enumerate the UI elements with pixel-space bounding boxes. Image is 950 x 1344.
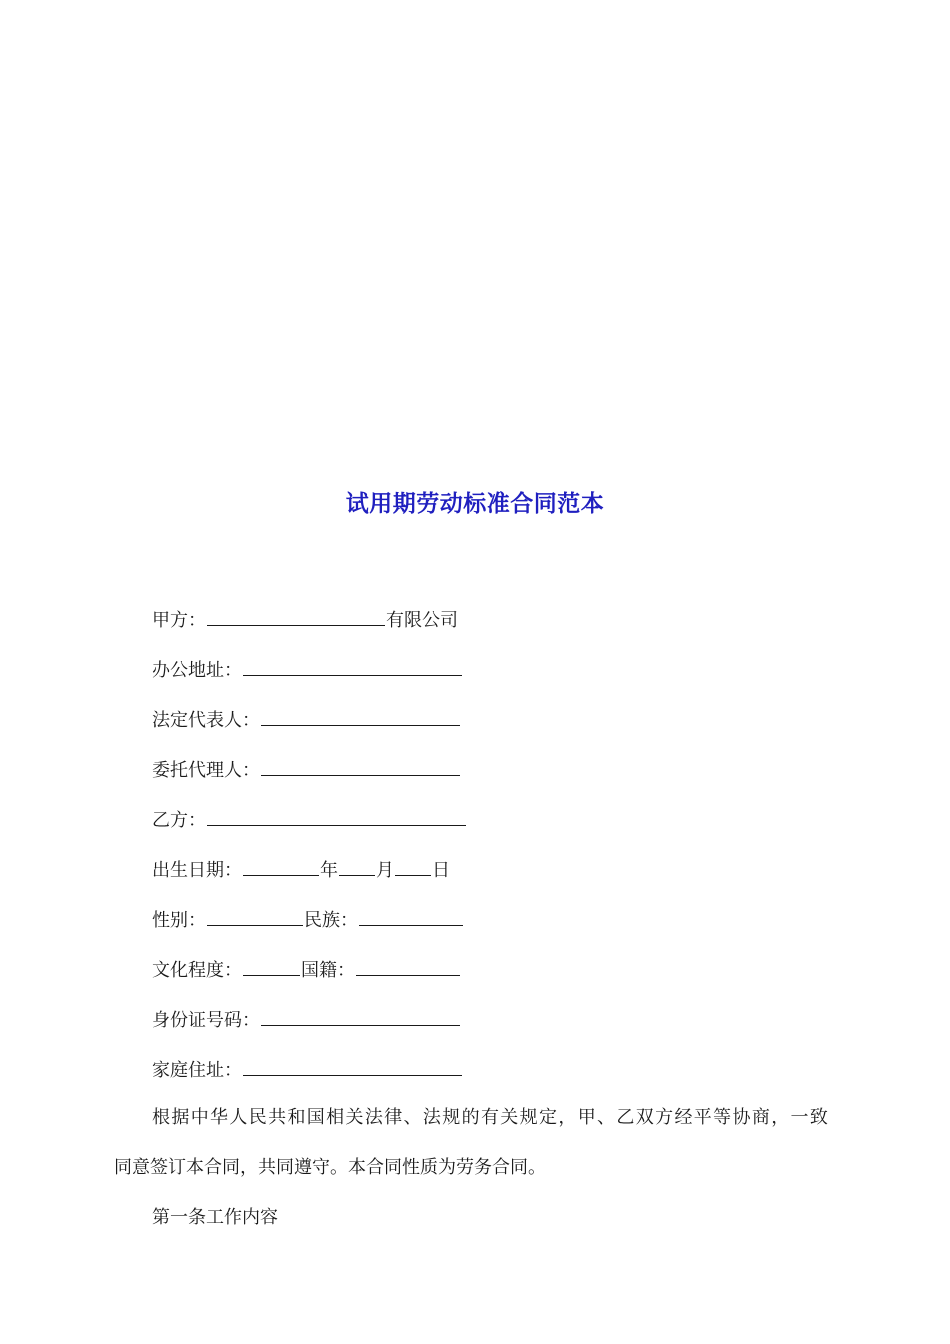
party-a-blank: [207, 605, 385, 626]
nationality-blank: [356, 955, 460, 976]
birth-day-label: 日: [432, 860, 450, 881]
birth-year-blank: [243, 855, 319, 876]
preamble-line-2: 同意签订本合同，共同遵守。本合同性质为劳务合同。: [114, 1157, 546, 1178]
home-address-blank: [243, 1055, 462, 1076]
id-label: 身份证号码：: [152, 1010, 260, 1031]
agent-line: [152, 755, 461, 783]
education-nationality-line: [152, 955, 461, 983]
birth-label: 出生日期：: [152, 860, 242, 881]
birth-date-line: [152, 855, 450, 883]
ethnicity-label: 民族：: [304, 910, 358, 931]
page-title: 试用期劳动标准合同范本: [345, 490, 605, 517]
party-a-label: 甲方：: [152, 610, 206, 631]
legal-rep-line: [152, 705, 461, 733]
birth-month-label: 月: [376, 860, 394, 881]
nationality-label: 国籍：: [301, 960, 355, 981]
id-number-line: [152, 1005, 461, 1033]
section-1-heading: 第一条工作内容: [152, 1207, 278, 1228]
home-address-label: 家庭住址：: [152, 1060, 242, 1081]
birth-year-label: 年: [320, 860, 338, 881]
id-blank: [261, 1005, 460, 1026]
birth-day-blank: [395, 855, 431, 876]
party-b-blank: [207, 805, 466, 826]
party-b-label: 乙方：: [152, 810, 206, 831]
education-blank: [243, 955, 300, 976]
ethnicity-blank: [359, 905, 463, 926]
preamble-line-1: 根据中华人民共和国相关法律、法规的有关规定，甲、乙双方经平等协商，一致: [152, 1107, 830, 1128]
party-a-line: [152, 605, 458, 633]
birth-month-blank: [339, 855, 375, 876]
agent-label: 委托代理人：: [152, 760, 260, 781]
party-b-line: [152, 805, 467, 833]
gender-ethnicity-line: [152, 905, 464, 933]
agent-blank: [261, 755, 460, 776]
office-address-label: 办公地址：: [152, 660, 242, 681]
office-address-blank: [243, 655, 462, 676]
gender-label: 性别：: [152, 910, 206, 931]
legal-rep-blank: [261, 705, 460, 726]
gender-blank: [207, 905, 303, 926]
home-address-line: [152, 1055, 463, 1083]
party-a-suffix: 有限公司: [386, 610, 458, 631]
office-address-line: [152, 655, 463, 683]
education-label: 文化程度：: [152, 960, 242, 981]
legal-rep-label: 法定代表人：: [152, 710, 260, 731]
